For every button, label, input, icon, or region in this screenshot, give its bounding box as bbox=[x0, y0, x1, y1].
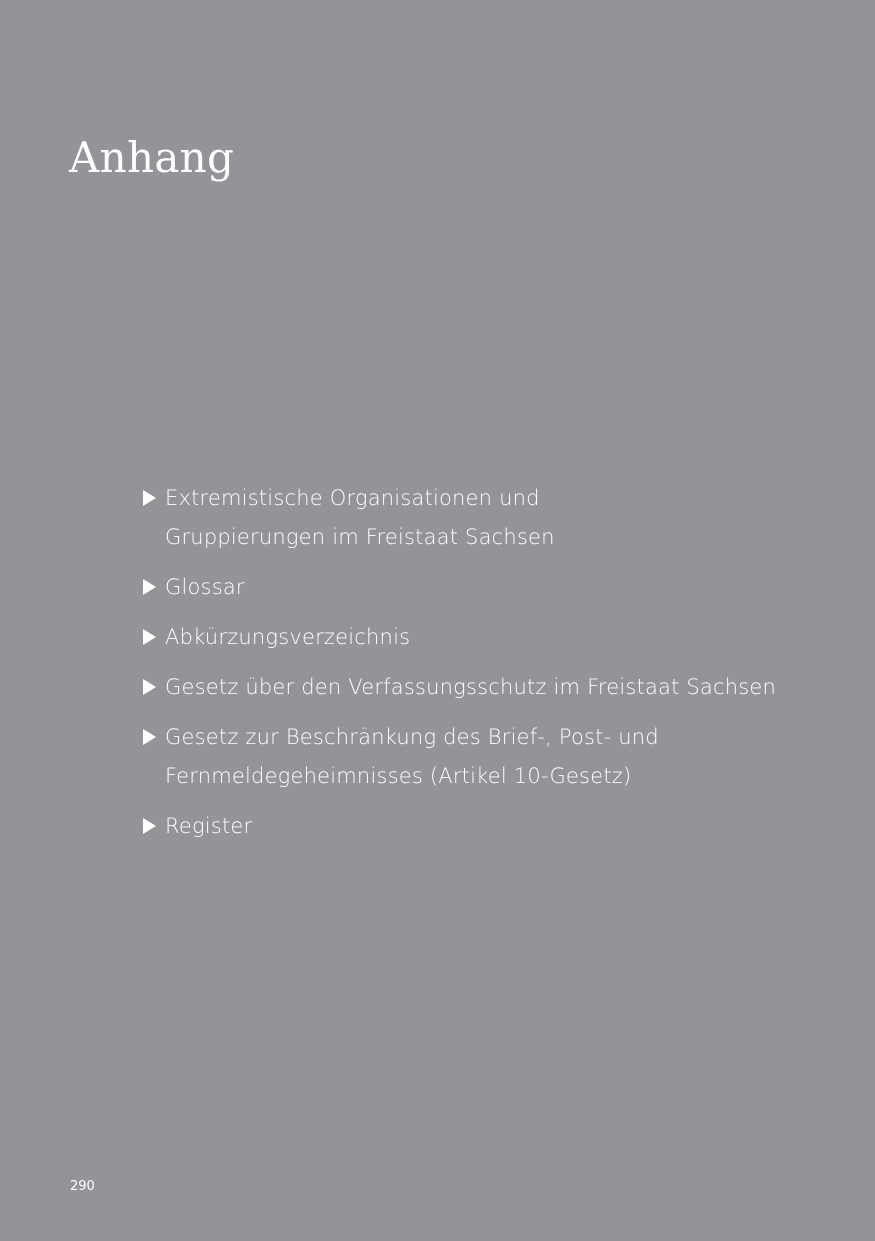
toc-item-label: Gesetz über den Verfassungsschutz im Freistaat Sachsen bbox=[165, 675, 777, 699]
toc-item-label: Abkürzungsverzeichnis bbox=[165, 625, 411, 649]
toc-item-label: Gesetz zur Beschränkung des Brief-, Post- und bbox=[165, 725, 659, 749]
triangle-bullet-icon bbox=[143, 818, 156, 834]
triangle-bullet-icon bbox=[143, 679, 156, 695]
triangle-bullet-icon bbox=[143, 629, 156, 645]
toc-item-register bbox=[143, 807, 843, 846]
toc-item-abkuerzungsverzeichnis bbox=[143, 618, 843, 657]
triangle-bullet-icon bbox=[143, 579, 156, 595]
toc-item-extremist-organisations bbox=[143, 479, 843, 557]
page-title: Anhang bbox=[69, 133, 235, 182]
toc-item-artikel-10-gesetz bbox=[143, 718, 843, 796]
triangle-bullet-icon bbox=[143, 729, 156, 745]
toc-item-label: Fernmeldegeheimnisses (Artikel 10-Gesetz) bbox=[165, 764, 632, 788]
toc-item-glossar bbox=[143, 568, 843, 607]
triangle-bullet-icon bbox=[143, 490, 156, 506]
toc-item-label: Glossar bbox=[165, 575, 245, 599]
toc-item-verfassungsschutzgesetz bbox=[143, 668, 843, 707]
appendix-contents-list bbox=[143, 479, 843, 857]
toc-item-label: Gruppierungen im Freistaat Sachsen bbox=[165, 525, 555, 549]
toc-item-label: Register bbox=[165, 814, 253, 838]
toc-item-label: Extremistische Organisationen und bbox=[165, 486, 540, 510]
page-number: 290 bbox=[70, 1179, 95, 1194]
